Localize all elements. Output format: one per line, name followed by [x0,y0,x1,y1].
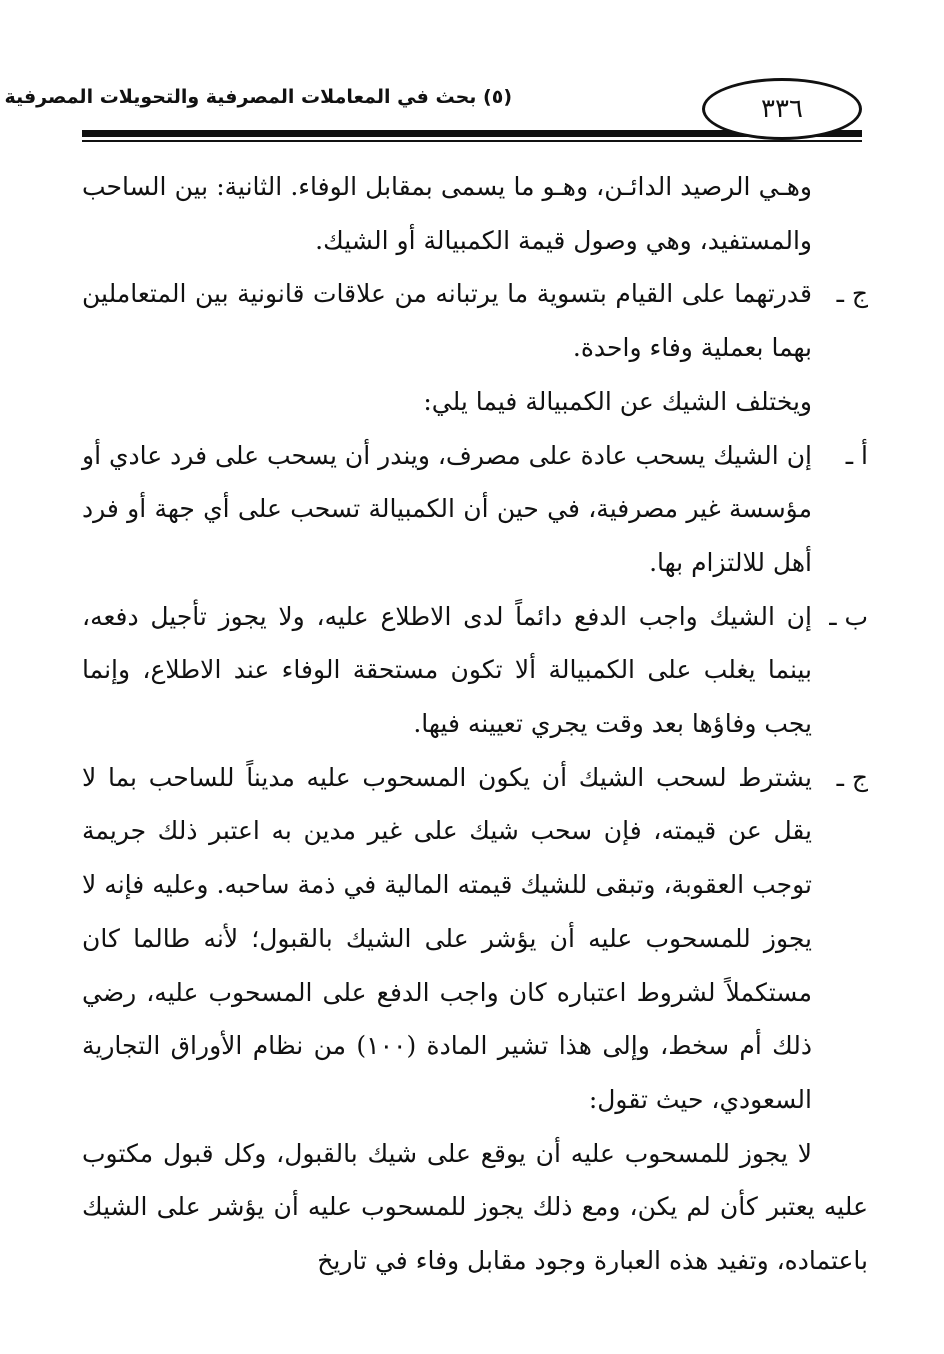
paragraph-intro: ويختلف الشيك عن الكمبيالة فيما يلي: [423,386,812,416]
paragraph-quote: لا يجوز للمسحوب عليه أن يوقع على شيك بالقبول، وكل قبول مكتوب عليه يعتبر كأن لم يكن، ومع ذلك يجوز للمسحوب عليه أن يؤشر على الشيك باعتماده، وتفيد هذه العبارة وجود مقابل وفاء في تاريخ [82,1138,868,1276]
list-marker: ج ـ [836,762,868,792]
list-item-jeem-1 [82,267,868,374]
paragraph-continuation: وهـي الرصيد الدائـن، وهـو ما يسمى بمقابل الوفاء. الثانية: بين الساحب والمستفيد، وهي وصول قيمة الكمبيالة أو الشيك. [82,172,812,255]
list-item-baa [82,590,868,751]
page-number: ٣٣٦ [702,78,862,140]
list-marker: ج ـ [836,279,868,309]
list-item-alef [82,429,868,590]
list-item-text: قدرتهما على القيام بتسوية ما يرتبانه من علاقات قانونية بين المتعاملين بهما بعملية وفاء واحدة. [82,279,812,363]
list-marker: أ ـ [845,440,868,470]
header-rule-thin [82,140,862,142]
list-item-text: إن الشيك واجب الدفع دائماً لدى الاطلاع عليه، ولا يجوز تأجيل دفعه، بينما يغلب على الكمبيالة ألا تكون مستحقة الوفاء عند الاطلاع، وإنما يجب وفاؤها بعد وقت يجري تعيينه فيها. [82,601,812,739]
list-item-jeem-2 [82,751,868,1127]
list-item-text: يشترط لسحب الشيك أن يكون المسحوب عليه مديناً للساحب بما لا يقل عن قيمته، فإن سحب شيك على غير مدين به اعتبر ذلك جريمة توجب العقوبة، وتبقى للشيك قيمته المالية في ذمة ساحبه. وعليه فإنه لا يجوز للمسحوب عليه أن يؤشر على الشيك بالقبول؛ لأنه طالما كان مستكملاً لشروط اعتباره كان واجب الدفع على المسحوب عليه، رضي ذلك أم سخط، وإلى هذا تشير المادة (١٠٠) من نظام الأوراق التجارية السعودي، حيث تقول: [82,762,813,1114]
running-title: (٥) بحث في المعاملات المصرفية والتحويلات المصرفية [4,86,512,108]
list-marker: ب ـ [829,601,868,631]
body-text [82,160,868,1288]
page-header [4,78,862,148]
list-item-text: إن الشيك يسحب عادة على مصرف، ويندر أن يسحب على فرد عادي أو مؤسسة غير مصرفية، في حين أن الكمبيالة تسحب على أي جهة أو فرد أهل للالتزام بها. [82,440,812,577]
